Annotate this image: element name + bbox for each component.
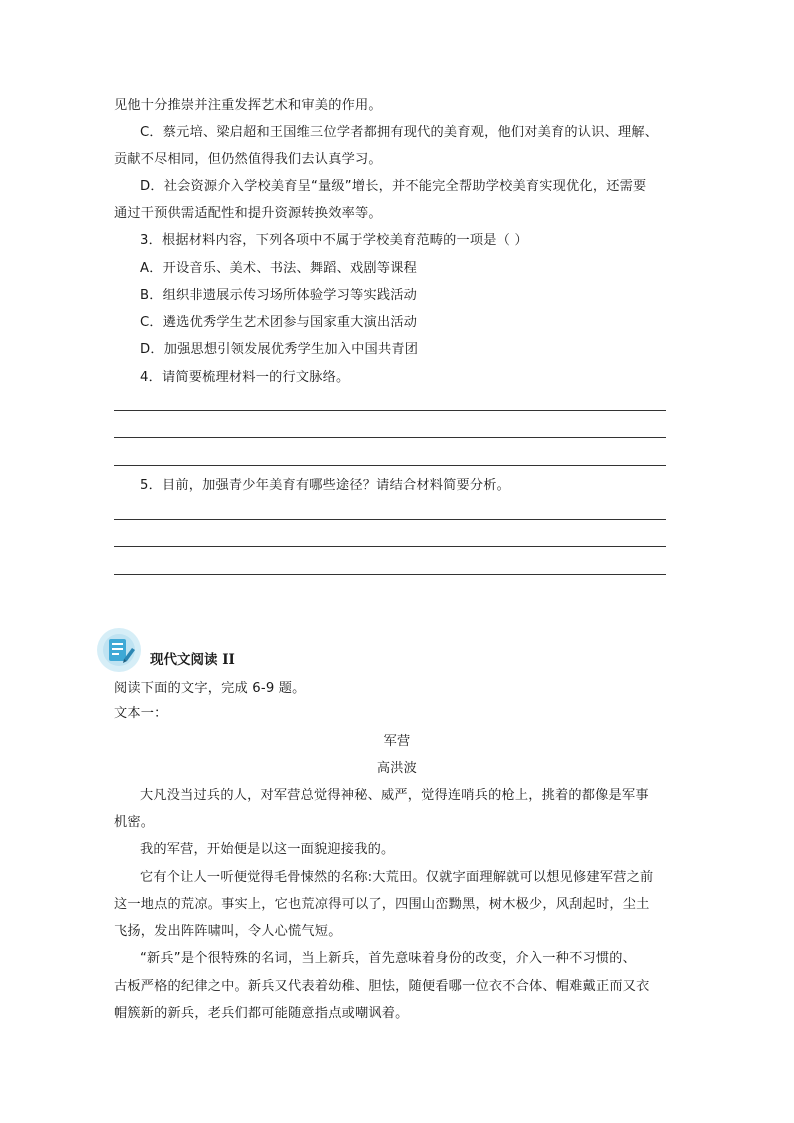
answer-line[interactable] [114, 410, 666, 411]
answer-line[interactable] [114, 574, 666, 575]
paragraph-line: 大凡没当过兵的人，对军营总觉得神秘、威严，觉得连哨兵的枪上，挑着的都像是军事 [140, 788, 649, 803]
paragraph-line: 帽簇新的新兵，老兵们都可能随意指点或嘲讽着。 [114, 1006, 409, 1021]
text-line: 贡献不尽相同，但仍然值得我们去认真学习。 [114, 152, 382, 167]
text-line: 通过干预供需适配性和提升资源转换效率等。 [114, 206, 382, 221]
option-c: C．遴选优秀学生艺术团参与国家重大演出活动 [140, 315, 418, 330]
paragraph-line: 机密。 [114, 815, 155, 830]
answer-line[interactable] [114, 546, 666, 547]
answer-line[interactable] [114, 437, 666, 438]
paragraph-line: 这一地点的荒凉。事实上，它也荒凉得可以了，四围山峦黝黑，树木极少，风刮起时，尘土 [114, 897, 650, 912]
answer-line[interactable] [114, 465, 666, 466]
paragraph-line: “新兵”是个很特殊的名词，当上新兵，首先意味着身份的改变，介入一种不习惯的、 [140, 951, 637, 966]
paragraph-line: 它有个让人一听便觉得毛骨悚然的名称:大荒田。仅就字面理解就可以想见修建军营之前 [140, 870, 654, 885]
text-line: 见他十分推崇并注重发挥艺术和审美的作用。 [114, 98, 382, 113]
paragraph-line: 飞扬，发出阵阵啸叫，令人心慌气短。 [114, 924, 342, 939]
option-b: B．组织非遗展示传习场所体验学习等实践活动 [140, 288, 417, 303]
question-4: 4．请简要梳理材料一的行文脉络。 [140, 370, 350, 385]
question-3: 3．根据材料内容，下列各项中不属于学校美育范畴的一项是（ ） [140, 233, 528, 248]
article-title: 军营 [383, 734, 411, 749]
option-d: D．加强思想引领发展优秀学生加入中国共青团 [140, 342, 419, 357]
answer-line[interactable] [114, 519, 666, 520]
paragraph-line: 我的军营，开始便是以这一面貌迎接我的。 [140, 842, 395, 857]
option-a: A．开设音乐、美术、书法、舞蹈、戏剧等课程 [140, 261, 417, 276]
option-d-line: D．社会资源介入学校美育呈“量级”增长，并不能完全帮助学校美育实现优化，还需要 [140, 179, 647, 194]
text-label: 文本一： [114, 706, 168, 721]
article-author: 高洪波 [376, 761, 418, 776]
option-c-line: C．蔡元培、梁启超和王国维三位学者都拥有现代的美育观，他们对美育的认识、理解、 [140, 125, 659, 140]
reading-instruction: 阅读下面的文字，完成 6-9 题。 [114, 681, 306, 696]
paragraph-line: 古板严格的纪律之中。新兵又代表着幼稚、胆怯，随便看哪一位衣不合体、帽难戴正而又衣 [114, 979, 650, 994]
notebook-pen-icon [97, 626, 145, 674]
section-heading: 现代文阅读 II [150, 652, 235, 668]
question-5: 5．目前，加强青少年美育有哪些途径？请结合材料简要分析。 [140, 478, 511, 493]
